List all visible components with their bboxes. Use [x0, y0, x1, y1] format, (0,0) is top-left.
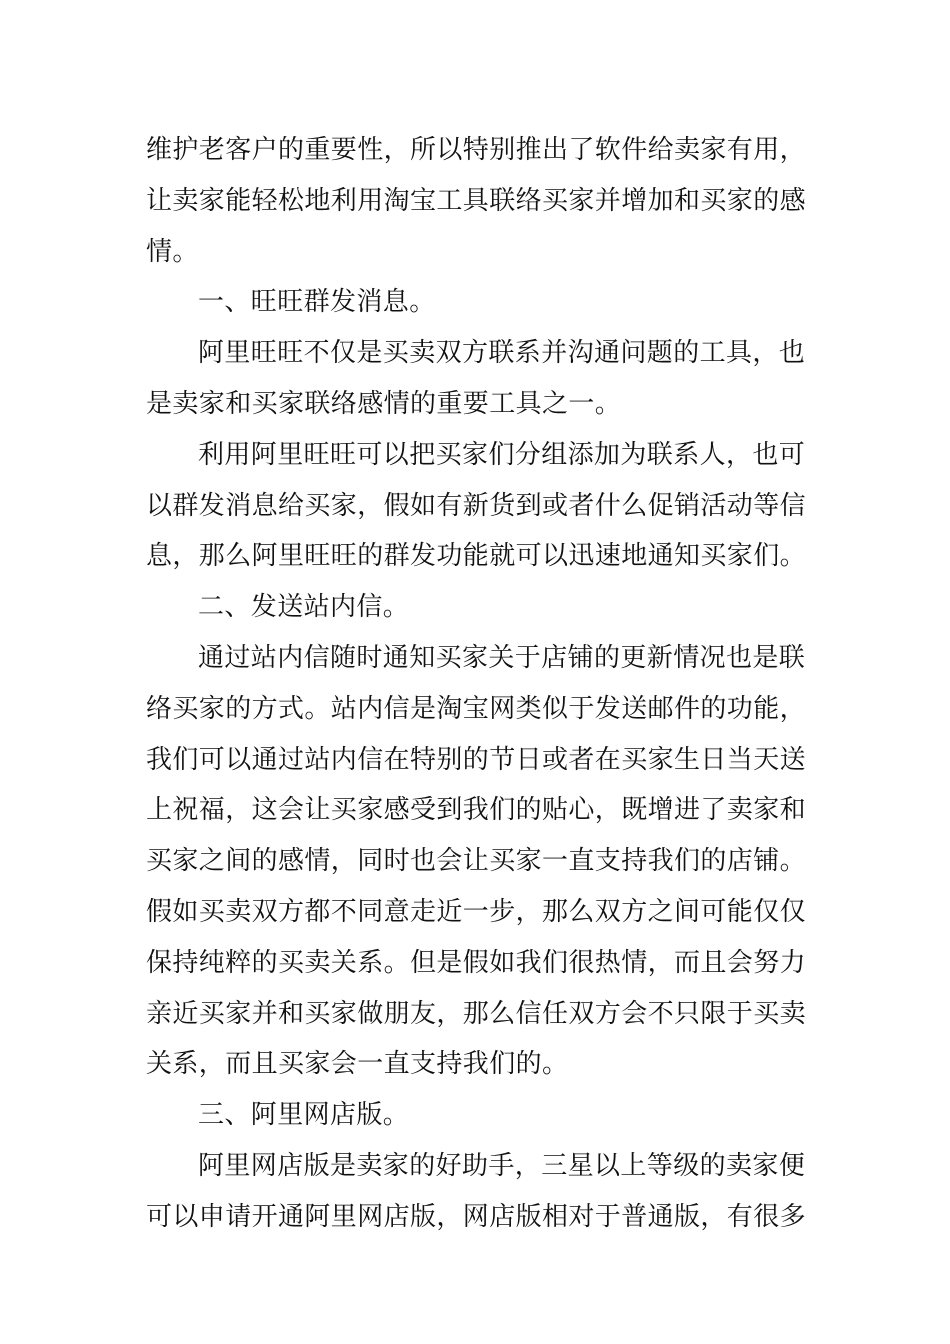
- section-heading-1: 一、旺旺群发消息。: [198, 287, 436, 318]
- paragraph-line: 情。: [146, 236, 199, 267]
- document-body: [146, 125, 808, 1243]
- paragraph-line: 络买家的方式。站内信是淘宝网类似于发送邮件的功能，: [146, 693, 807, 724]
- paragraph-line: 以群发消息给买家，假如有新货到或者什么促销活动等信: [146, 490, 807, 521]
- paragraph-line: 维护老客户的重要性，所以特别推出了软件给卖家有用，: [146, 135, 807, 165]
- paragraph-line: 息，那么阿里旺旺的群发功能就可以迅速地通知买家们。: [146, 541, 807, 572]
- section-heading-2: 二、发送站内信。: [198, 592, 410, 623]
- paragraph-line: 阿里网店版是卖家的好助手，三星以上等级的卖家便: [198, 1150, 806, 1181]
- paragraph-line: 买家之间的感情，同时也会让买家一直支持我们的店铺。: [146, 846, 807, 877]
- paragraph-line: 可以申请开通阿里网店版，网店版相对于普通版，有很多: [146, 1201, 807, 1232]
- paragraph-line: 亲近买家并和买家做朋友，那么信任双方会不只限于买卖: [146, 998, 807, 1029]
- paragraph-line: 利用阿里旺旺可以把买家们分组添加为联系人，也可: [198, 439, 806, 470]
- paragraph-line: 保持纯粹的买卖关系。但是假如我们很热情，而且会努力: [146, 947, 807, 978]
- paragraph-line: 让卖家能轻松地利用淘宝工具联络买家并增加和买家的感: [146, 185, 807, 216]
- paragraph-line: 通过站内信随时通知买家关于店铺的更新情况也是联: [198, 642, 806, 673]
- paragraph-line: 阿里旺旺不仅是买卖双方联系并沟通问题的工具，也: [198, 338, 806, 369]
- paragraph-line: 假如买卖双方都不同意走近一步，那么双方之间可能仅仅: [146, 896, 807, 927]
- section-heading-3: 三、阿里网店版。: [198, 1100, 410, 1131]
- paragraph-line: 我们可以通过站内信在特别的节日或者在买家生日当天送: [146, 744, 807, 775]
- paragraph-line: 上祝福，这会让买家感受到我们的贴心，既增进了卖家和: [146, 795, 807, 826]
- paragraph-line: 关系，而且买家会一直支持我们的。: [146, 1049, 569, 1080]
- paragraph-line: 是卖家和买家联络感情的重要工具之一。: [146, 388, 622, 419]
